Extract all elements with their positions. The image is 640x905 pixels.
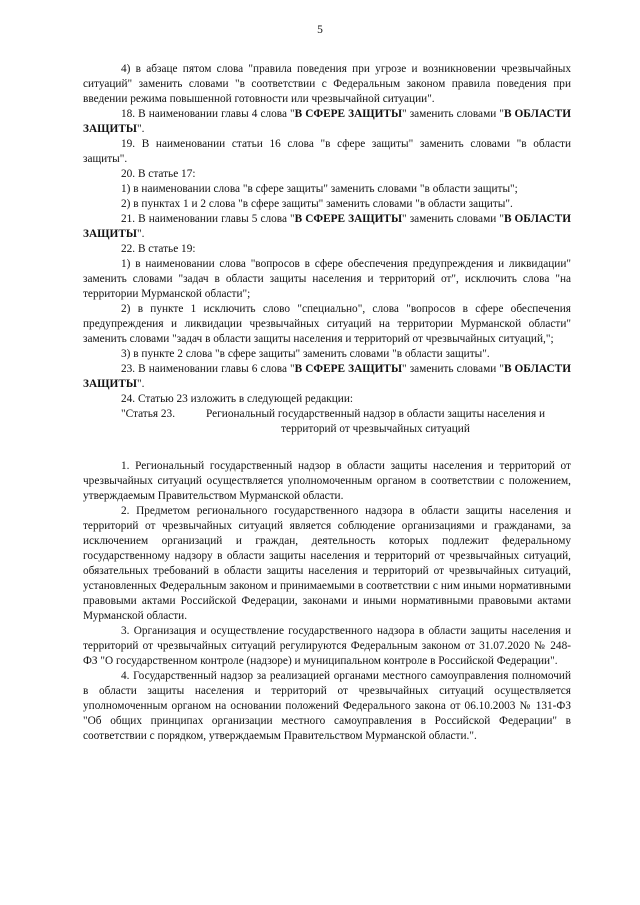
- paragraph-22-3: 3) в пункте 2 слова "в сфере защиты" заменить словами "в области защиты".: [121, 348, 490, 360]
- document-body: [83, 62, 571, 744]
- article-item-4: 4. Государственный надзор за реализацией органами местного самоуправления полномочий в области защиты населения и территорий от чрезвычайных ситуаций осуществляется уполномоченным органом на основании положений Федерального закона от 06.10.2003 № 131-ФЗ "Об общих принципах организации местного самоуправления в Российской Федерации" в соответствии с порядком, утверждаемым Правительством Мурманской области.".: [83, 670, 571, 742]
- article-heading: [121, 407, 571, 437]
- paragraph-24: 24. Статью 23 изложить в следующей редакции:: [121, 393, 354, 405]
- spacer: [83, 437, 571, 459]
- article-item-1: 1. Региональный государственный надзор в области защиты населения и территорий от чрезвычайных ситуаций осуществляется уполномоченным органом в соответствии с положением, утверждаемым Правительством Мурманской области.: [83, 460, 571, 502]
- paragraph-22-2: 2) в пункте 1 исключить слово "специально", слова "вопросов в сфере обеспечения предупреждения и ликвидации чрезвычайных ситуаций на территории Мурманской области" заменить словами "задач в области защиты населения и территорий от чрезвычайных ситуаций,";: [83, 303, 571, 345]
- paragraph-22-1: 1) в наименовании слова "вопросов в сфере обеспечения предупреждения и ликвидации" заменить словами "задач в области защиты населения и территорий от", исключить слова "на территории Мурманской области";: [83, 258, 571, 300]
- paragraph-amend-4: 4) в абзаце пятом слова "правила поведения при угрозе и возникновении чрезвычайных ситуаций" заменить словами "в соответствии с Федеральным законом правила поведения при введении режима повышенной готовности или чрезвычайной ситуации".: [83, 63, 571, 105]
- paragraph-21: 21. В наименовании главы 5 слова "В СФЕРЕ ЗАЩИТЫ" заменить словами "В ОБЛАСТИ ЗАЩИТЫ".: [83, 213, 571, 240]
- paragraph-22: 22. В статье 19:: [121, 243, 196, 255]
- paragraph-20-2: 2) в пунктах 1 и 2 слова "в сфере защиты" заменить словами "в области защиты".: [121, 198, 513, 210]
- paragraph-20: 20. В статье 17:: [121, 168, 196, 180]
- article-item-2: 2. Предметом регионального государственного надзора в области защиты населения и территорий от чрезвычайных ситуаций является соблюдение организациями и гражданами, за исключением организаций и граждан, деятельность которых подлежит федеральному государственному надзору в области защиты населения и территорий от чрезвычайных ситуаций, обязательных требований в области защиты населения и территорий от чрезвычайных ситуаций, установленных Федеральным законом и принимаемыми в соответствии с ним иными нормативными правовыми актами Российской Федерации, законами и иными нормативными правовыми актами Мурманской области.: [83, 505, 571, 622]
- paragraph-18: 18. В наименовании главы 4 слова "В СФЕРЕ ЗАЩИТЫ" заменить словами "В ОБЛАСТИ ЗАЩИТЫ".: [83, 108, 571, 135]
- article-heading-text: Региональный государственный надзор в области защиты населения и территорий от чрезвычайных ситуаций: [206, 408, 546, 435]
- article-item-3: 3. Организация и осуществление государственного надзора в области защиты населения и территорий от чрезвычайных ситуаций регулируются Федеральным законом от 31.07.2020 № 248-ФЗ "О государственном контроле (надзоре) и муниципальном контроле в Российской Федерации".: [83, 625, 571, 667]
- paragraph-20-1: 1) в наименовании слова "в сфере защиты" заменить словами "в области защиты";: [121, 183, 518, 195]
- paragraph-19: 19. В наименовании статьи 16 слова "в сфере защиты" заменить словами "в области защиты".: [83, 138, 571, 165]
- article-heading-label: "Статья 23.: [121, 408, 176, 420]
- paragraph-23: 23. В наименовании главы 6 слова "В СФЕРЕ ЗАЩИТЫ" заменить словами "В ОБЛАСТИ ЗАЩИТЫ".: [83, 363, 571, 390]
- page-number: 5: [317, 24, 323, 36]
